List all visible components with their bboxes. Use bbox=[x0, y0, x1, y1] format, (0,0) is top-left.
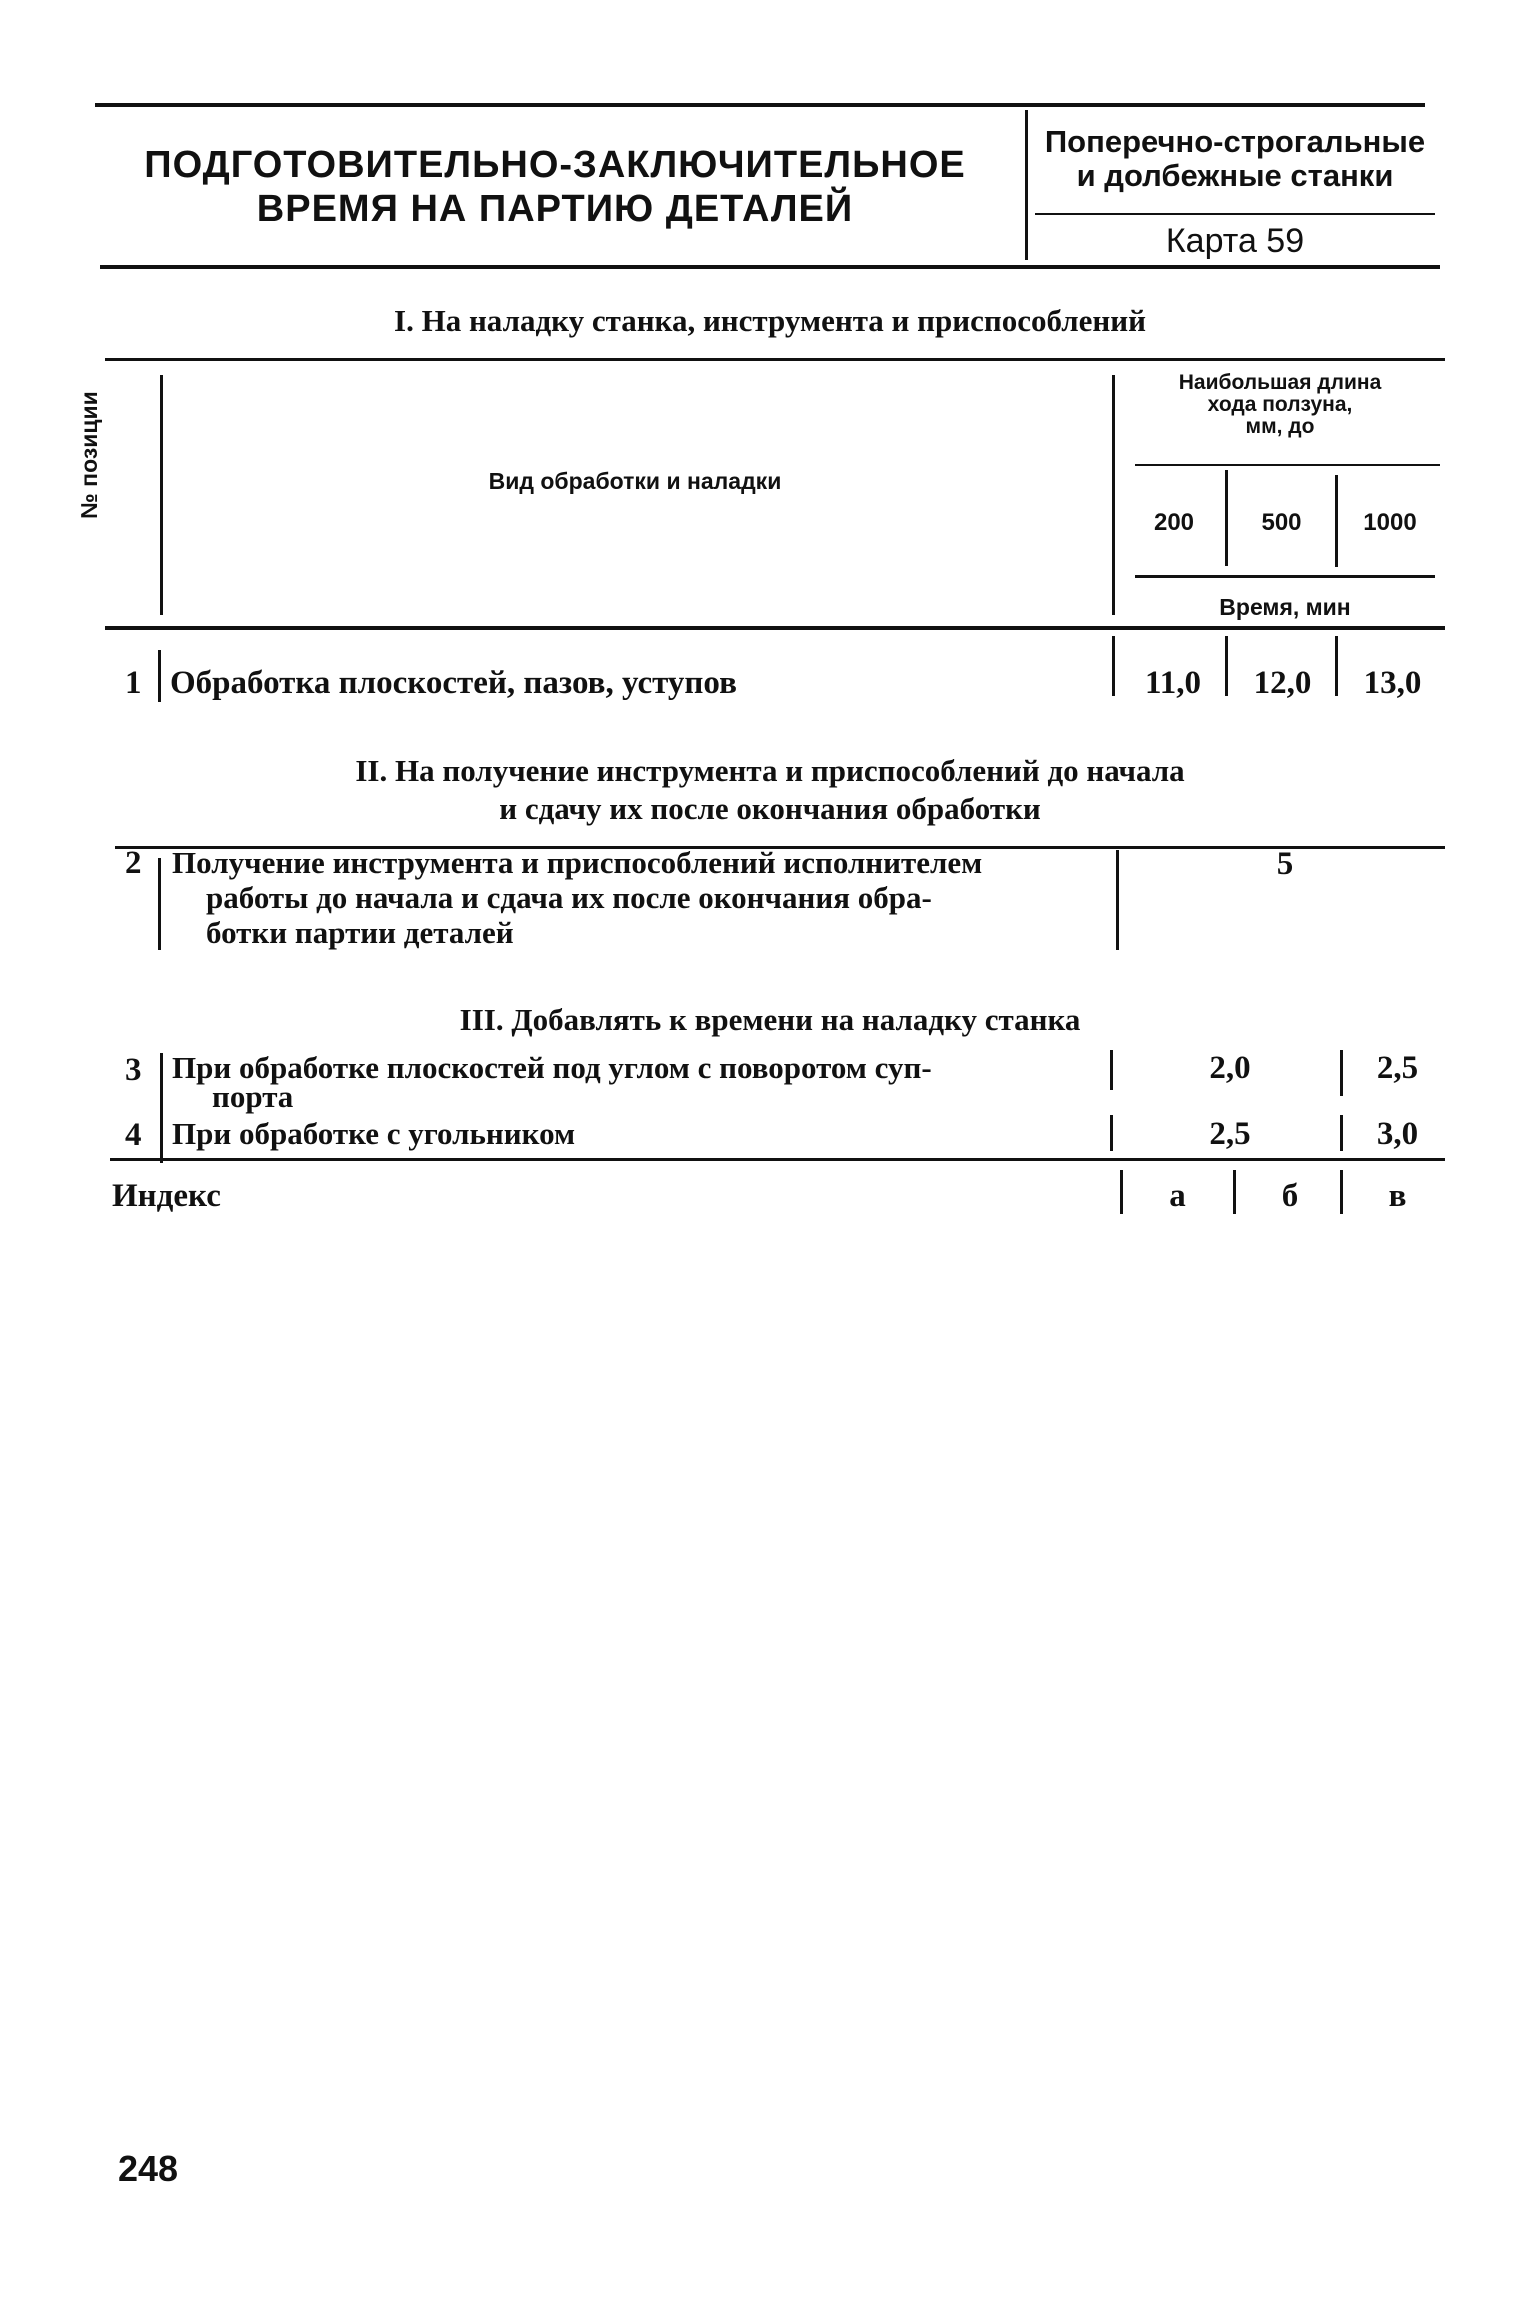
header-divider bbox=[1025, 110, 1028, 260]
index-divider-0 bbox=[1120, 1170, 1123, 1214]
col-header-position: № позиции bbox=[76, 391, 102, 519]
machine-type-line-1: Поперечно-строгальные bbox=[1044, 124, 1426, 159]
card-rule bbox=[1035, 213, 1435, 215]
row-2-position: 2 bbox=[125, 845, 142, 881]
row-4-description: При обработке с угольником bbox=[172, 1116, 576, 1151]
table-header-bottom-rule bbox=[105, 626, 1445, 630]
row-2-value: 5 bbox=[1276, 846, 1294, 882]
row-3-value-c: 2,5 bbox=[1376, 1050, 1419, 1086]
row-2-description bbox=[172, 845, 1102, 950]
row-1-value-divider-2 bbox=[1335, 636, 1338, 696]
row-2-divider bbox=[158, 858, 161, 950]
max-length-line-1: Наибольшая длина bbox=[1178, 371, 1382, 394]
section-2-heading-line-1: II. На получение инструмента и приспособлений до начала bbox=[355, 753, 1185, 788]
stroke-500: 500 bbox=[1261, 509, 1302, 536]
row-4-value-divider-0 bbox=[1110, 1115, 1113, 1151]
row-1-value-1000: 13,0 bbox=[1363, 665, 1422, 701]
row-3-value-divider-0 bbox=[1110, 1050, 1113, 1090]
machine-type bbox=[1030, 125, 1440, 193]
row-2-description-line-3: ботки партии деталей bbox=[206, 915, 514, 950]
stroke-col-divider-1 bbox=[1225, 470, 1228, 566]
section-3-bottom-rule bbox=[110, 1158, 1445, 1161]
title-line-2: ВРЕМЯ НА ПАРТИЮ ДЕТАЛЕЙ bbox=[256, 188, 854, 230]
row-1-value-divider-0 bbox=[1112, 636, 1115, 696]
row-1-description: Обработка плоскостей, пазов, уступов bbox=[170, 665, 737, 701]
index-divider-1 bbox=[1233, 1170, 1236, 1214]
row-4-value-a: 2,5 bbox=[1209, 1116, 1251, 1152]
row-2-value-divider bbox=[1116, 850, 1119, 950]
col-divider-position bbox=[160, 375, 163, 615]
section-2-heading-line-2: и сдачу их после окончания обработки bbox=[499, 791, 1041, 826]
stroke-header-rule bbox=[1135, 464, 1440, 466]
row-3-value-divider-1 bbox=[1340, 1050, 1343, 1096]
row-1-value-divider-1 bbox=[1225, 636, 1228, 696]
row-1-value-500: 12,0 bbox=[1253, 665, 1312, 701]
index-divider-2 bbox=[1340, 1170, 1343, 1214]
row-3-value-a: 2,0 bbox=[1209, 1050, 1251, 1086]
row-2-description-line-2: работы до начала и сдача их после окончания обра- bbox=[206, 880, 932, 915]
row-1-value-200: 11,0 bbox=[1145, 665, 1201, 701]
section-1-heading: I. На наладку станка, инструмента и приспособлений bbox=[394, 303, 1146, 338]
card-number: Карта 59 bbox=[1165, 222, 1305, 260]
stroke-1000: 1000 bbox=[1363, 509, 1417, 536]
title-line-1: ПОДГОТОВИТЕЛЬНО-ЗАКЛЮЧИТЕЛЬНОЕ bbox=[144, 144, 966, 186]
row-4-value-divider-1 bbox=[1340, 1115, 1343, 1151]
rows-3-4-divider bbox=[160, 1053, 163, 1163]
page-number: 248 bbox=[118, 2148, 179, 2189]
row-1-position: 1 bbox=[125, 665, 142, 701]
max-length-line-2: хода ползуна, bbox=[1207, 393, 1353, 416]
section-2-heading bbox=[100, 752, 1440, 828]
table-top-rule bbox=[105, 358, 1445, 361]
row-2-description-line-1: Получение инструмента и приспособлений исполнителем bbox=[172, 845, 983, 880]
section-3-heading: III. Добавлять к времени на наладку станка bbox=[459, 1002, 1081, 1037]
row-4-value-c: 3,0 bbox=[1376, 1116, 1419, 1152]
header-bottom-rule bbox=[100, 265, 1440, 269]
time-label-rule bbox=[1135, 575, 1435, 578]
machine-type-line-2: и долбежные станки bbox=[1076, 158, 1394, 193]
index-b: б bbox=[1281, 1178, 1299, 1214]
stroke-col-divider-2 bbox=[1335, 475, 1338, 567]
col-header-max-length bbox=[1120, 372, 1440, 438]
row-3-description-line-1: При обработке плоскостей под углом с поворотом суп- bbox=[172, 1050, 932, 1085]
col-divider-kind bbox=[1112, 375, 1115, 615]
row-3-description bbox=[172, 1050, 1102, 1114]
row-1-divider bbox=[158, 650, 161, 702]
page-title bbox=[100, 143, 1010, 231]
max-length-line-3: мм, до bbox=[1245, 415, 1315, 438]
row-4-position: 4 bbox=[125, 1117, 142, 1153]
index-label: Индекс bbox=[112, 1178, 221, 1214]
stroke-200: 200 bbox=[1153, 509, 1195, 536]
time-label: Время, мин bbox=[1219, 594, 1351, 620]
col-header-kind: Вид обработки и наладки bbox=[488, 468, 782, 494]
row-3-description-line-2: порта bbox=[212, 1079, 294, 1114]
row-3-position: 3 bbox=[125, 1052, 142, 1088]
index-a: а bbox=[1169, 1178, 1186, 1214]
index-c: в bbox=[1388, 1178, 1407, 1214]
header-top-rule bbox=[95, 103, 1425, 107]
